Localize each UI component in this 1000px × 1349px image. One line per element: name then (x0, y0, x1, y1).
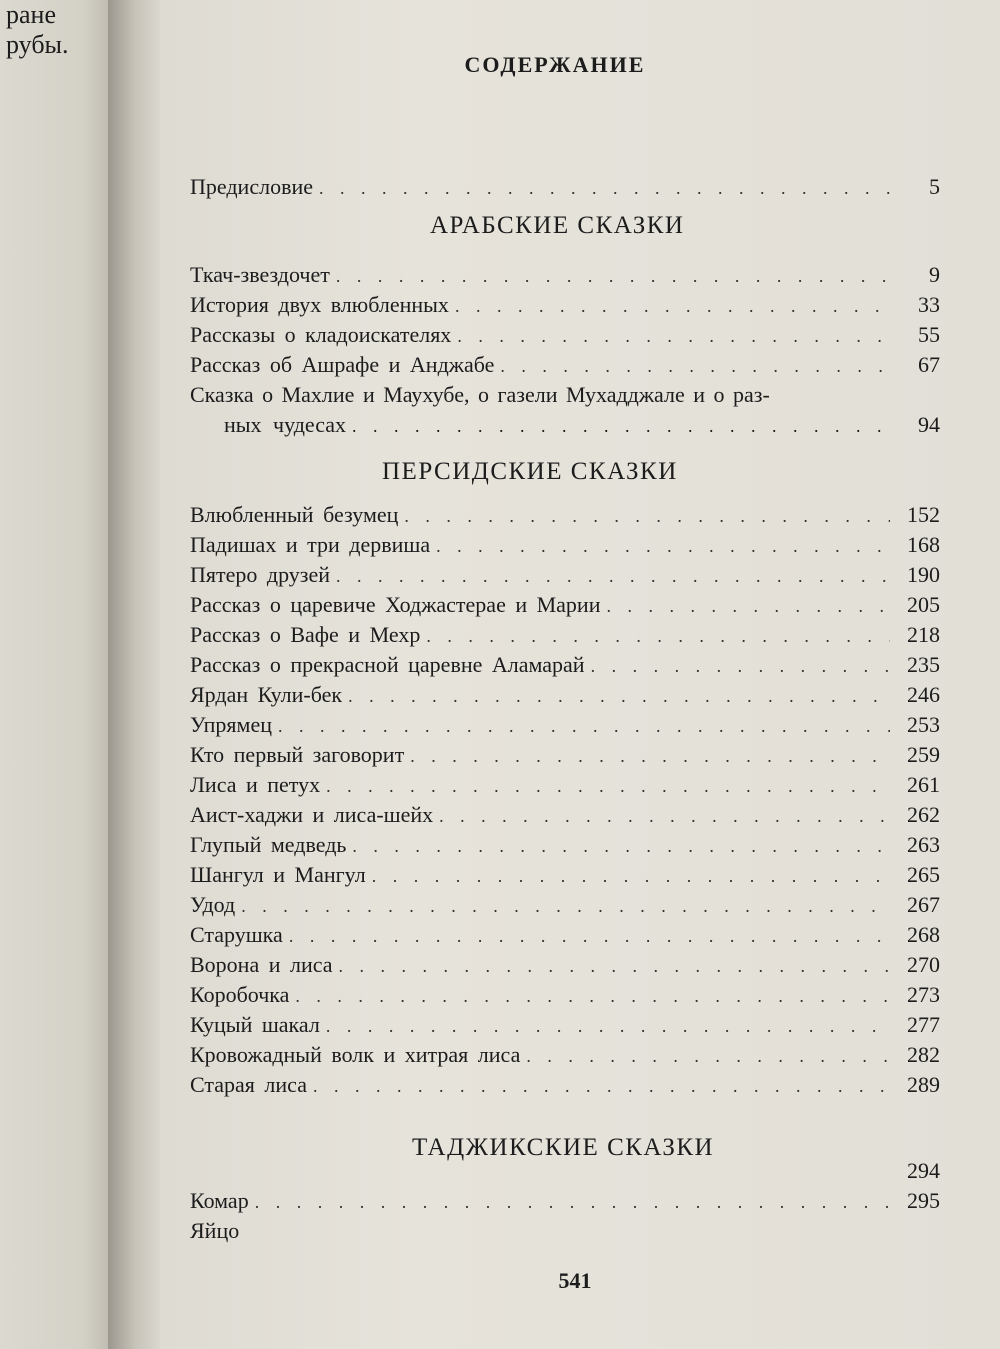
toc-entry-title: Упрямец (190, 712, 272, 737)
leader-dots (326, 771, 890, 801)
toc-entry-page: 270 (907, 952, 940, 977)
toc-entry-page: 33 (918, 292, 940, 317)
toc-entry (190, 290, 940, 320)
toc-entry-title: Лиса и петух (190, 772, 321, 797)
toc-entry-title: Ткач-звездочет (190, 262, 330, 287)
toc-entry-page: 55 (918, 322, 940, 347)
leader-dots (404, 501, 890, 531)
toc-entry (190, 560, 940, 590)
toc-entry-page: 267 (907, 892, 940, 917)
leader-dots (348, 681, 890, 711)
toc-entry (190, 1040, 940, 1070)
leader-dots (289, 921, 890, 951)
toc-entry (190, 680, 940, 710)
leader-dots (295, 981, 890, 1011)
leader-dots (339, 951, 890, 981)
toc-entry-title: Комар (190, 1188, 249, 1213)
leader-dots (606, 591, 890, 621)
leader-dots (352, 831, 890, 861)
toc-entry-preface (190, 172, 940, 202)
toc-entry-page: 9 (929, 262, 940, 287)
leader-dots (255, 1187, 890, 1217)
toc-entry-page: 190 (907, 562, 940, 587)
toc-entry (190, 890, 940, 920)
toc-entry-page: 5 (929, 174, 940, 199)
toc-entry-page: 295 (907, 1188, 940, 1213)
toc-entry-title: Рассказ о царевиче Ходжастерае и Марии (190, 592, 601, 617)
toc-entry (190, 350, 940, 380)
toc-entry-title: Глупый медведь (190, 832, 347, 857)
leader-dots (439, 801, 890, 831)
leader-dots (410, 741, 890, 771)
toc-entry-page: 235 (907, 652, 940, 677)
toc-entry (190, 530, 940, 560)
leader-dots (372, 861, 890, 891)
toc-entry (190, 1010, 940, 1040)
toc-entry-page: 273 (907, 982, 940, 1007)
toc-entry (190, 830, 940, 860)
toc-entry-title-line2: ных чудесах (224, 412, 347, 437)
leader-dots (336, 561, 890, 591)
toc-entry (190, 500, 940, 530)
left-page-fragment: рубы. (6, 30, 69, 59)
toc-entry-page: 168 (907, 532, 940, 557)
toc-entry-page: 262 (907, 802, 940, 827)
leader-dots (426, 621, 890, 651)
section-heading: АРАБСКИЕ СКАЗКИ (430, 212, 685, 239)
leader-dots (500, 351, 890, 381)
toc-entry-title: Старушка (190, 922, 283, 947)
toc-entry-title: Предисловие (190, 174, 313, 199)
toc-entry-page: 94 (918, 412, 940, 437)
toc-entry-title: Падишах и три дервиша (190, 532, 431, 557)
leader-dots (326, 1011, 890, 1041)
toc-entry-page: 152 (907, 502, 940, 527)
toc-entry-page: 282 (907, 1042, 940, 1067)
toc-entry-page: 263 (907, 832, 940, 857)
toc-entry-title: Шангул и Мангул (190, 862, 366, 887)
toc-entry (190, 1216, 940, 1246)
toc-entry (190, 740, 940, 770)
leader-dots (241, 891, 890, 921)
left-page (0, 0, 118, 1349)
left-page-fragment: ране (6, 0, 56, 29)
leader-dots (455, 291, 890, 321)
toc-entry-page: 246 (907, 682, 940, 707)
toc-entry-title: Пятеро друзей (190, 562, 331, 587)
section-heading: ТАДЖИКСКИЕ СКАЗКИ (412, 1134, 715, 1161)
toc-entry (190, 590, 940, 620)
toc-entry-title: Кровожадный волк и хитрая лиса (190, 1042, 521, 1067)
toc-entry-title: Аист-хаджи и лиса-шейх (190, 802, 434, 827)
toc-entry (190, 800, 940, 830)
toc-entry-page: 259 (907, 742, 940, 767)
page-title: СОДЕРЖАНИЕ (464, 52, 646, 77)
toc-entry-title: Старая лиса (190, 1072, 307, 1097)
leader-dots (352, 411, 890, 441)
toc-entry (190, 770, 940, 800)
toc-entry (190, 950, 940, 980)
toc-entry (190, 1186, 940, 1216)
toc-entry-title: Рассказ об Ашрафе и Анджабе (190, 352, 495, 377)
toc-entry (190, 710, 940, 740)
toc-entry-page: 205 (907, 592, 940, 617)
leader-dots (457, 321, 890, 351)
toc-entry-title: Ярдан Кули-бек (190, 682, 343, 707)
toc-entry (190, 1070, 940, 1100)
book-gutter (108, 0, 168, 1349)
toc-entry-title: Рассказ о Вафе и Мехр (190, 622, 421, 647)
toc-entry-page: 277 (907, 1012, 940, 1037)
toc-entry (190, 320, 940, 350)
leader-dots (526, 1041, 890, 1071)
toc-entry-page: 261 (907, 772, 940, 797)
leader-dots (336, 261, 890, 291)
toc-entry-title: Куцый шакал (190, 1012, 320, 1037)
toc-entry-title: Коробочка (190, 982, 290, 1007)
toc-entry-page: 289 (907, 1072, 940, 1097)
toc-entry-page: 265 (907, 862, 940, 887)
page-number: 541 (558, 1268, 592, 1293)
toc-entry-title: Яйцо (190, 1218, 240, 1243)
leader-dots (319, 173, 890, 203)
toc-entry-title: История двух влюбленных (190, 292, 449, 317)
section-heading: ПЕРСИДСКИЕ СКАЗКИ (382, 458, 678, 485)
toc-entry-page: 294 (907, 1158, 940, 1183)
toc-entry (190, 260, 940, 290)
leader-dots (591, 651, 890, 681)
toc-entry-title: Рассказы о кладоискателях (190, 322, 452, 347)
toc-entry-title: Рассказ о прекрасной царевне Аламарай (190, 652, 585, 677)
toc-entry-page: 218 (907, 622, 940, 647)
toc-entry-page: 253 (907, 712, 940, 737)
toc-entry-title-line1: Сказка о Махлие и Маухубе, о газели Мухадджале и о раз- (190, 382, 770, 407)
toc-entry-title: Влюбленный безумец (190, 502, 399, 527)
toc-entry (190, 650, 940, 680)
toc-entry (190, 620, 940, 650)
toc-entry-page: 67 (918, 352, 940, 377)
leader-dots (313, 1071, 890, 1101)
toc-entry-title: Ворона и лиса (190, 952, 333, 977)
leader-dots (278, 711, 890, 741)
toc-entry (190, 980, 940, 1010)
toc-entry-title: Кто первый заговорит (190, 742, 405, 767)
toc-entry-title: Удод (190, 892, 236, 917)
toc-entry-continued (224, 410, 940, 440)
toc-entry-page: 268 (907, 922, 940, 947)
toc-entry (190, 920, 940, 950)
toc-entry (190, 860, 940, 890)
leader-dots (436, 531, 890, 561)
